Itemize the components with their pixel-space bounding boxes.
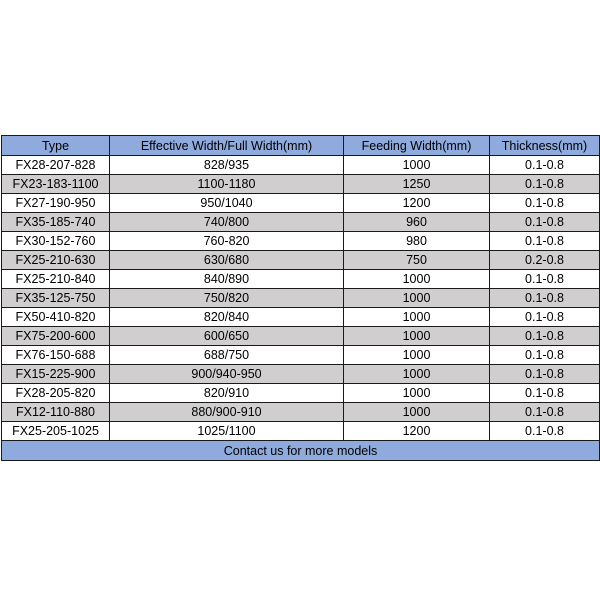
cell-type: FX25-210-840 <box>2 270 110 289</box>
cell-type: FX76-150-688 <box>2 346 110 365</box>
cell-thickness: 0.1-0.8 <box>490 308 600 327</box>
cell-feeding-width: 980 <box>344 232 490 251</box>
cell-effective-width: 900/940-950 <box>110 365 344 384</box>
contact-note: Contact us for more models <box>2 441 600 461</box>
cell-effective-width: 820/910 <box>110 384 344 403</box>
table-row <box>2 213 600 232</box>
cell-effective-width: 950/1040 <box>110 194 344 213</box>
cell-type: FX15-225-900 <box>2 365 110 384</box>
cell-effective-width: 750/820 <box>110 289 344 308</box>
table-row <box>2 194 600 213</box>
cell-effective-width: 740/800 <box>110 213 344 232</box>
cell-thickness: 0.1-0.8 <box>490 232 600 251</box>
cell-type: FX27-190-950 <box>2 194 110 213</box>
cell-feeding-width: 1000 <box>344 289 490 308</box>
cell-thickness: 0.1-0.8 <box>490 422 600 441</box>
cell-type: FX75-200-600 <box>2 327 110 346</box>
footer-row <box>2 441 600 461</box>
cell-feeding-width: 1000 <box>344 365 490 384</box>
cell-thickness: 0.1-0.8 <box>490 213 600 232</box>
table-row <box>2 384 600 403</box>
table-row <box>2 270 600 289</box>
cell-feeding-width: 1000 <box>344 403 490 422</box>
header-thickness: Thickness(mm) <box>490 136 600 156</box>
cell-thickness: 0.1-0.8 <box>490 175 600 194</box>
cell-thickness: 0.1-0.8 <box>490 384 600 403</box>
table-row <box>2 403 600 422</box>
cell-feeding-width: 1000 <box>344 156 490 175</box>
cell-thickness: 0.1-0.8 <box>490 327 600 346</box>
table-row <box>2 422 600 441</box>
cell-type: FX35-185-740 <box>2 213 110 232</box>
cell-effective-width: 840/890 <box>110 270 344 289</box>
cell-feeding-width: 1000 <box>344 327 490 346</box>
table-header <box>2 136 600 156</box>
cell-thickness: 0.1-0.8 <box>490 289 600 308</box>
header-feeding-width: Feeding Width(mm) <box>344 136 490 156</box>
cell-effective-width: 760-820 <box>110 232 344 251</box>
spec-table-container <box>1 135 599 461</box>
table-row <box>2 365 600 384</box>
cell-type: FX35-125-750 <box>2 289 110 308</box>
cell-feeding-width: 1000 <box>344 384 490 403</box>
cell-type: FX25-205-1025 <box>2 422 110 441</box>
cell-thickness: 0.1-0.8 <box>490 156 600 175</box>
header-effective-width: Effective Width/Full Width(mm) <box>110 136 344 156</box>
cell-thickness: 0.1-0.8 <box>490 403 600 422</box>
cell-type: FX50-410-820 <box>2 308 110 327</box>
header-row <box>2 136 600 156</box>
cell-feeding-width: 1000 <box>344 270 490 289</box>
table-row <box>2 232 600 251</box>
cell-feeding-width: 1200 <box>344 194 490 213</box>
header-type: Type <box>2 136 110 156</box>
cell-thickness: 0.1-0.8 <box>490 346 600 365</box>
cell-thickness: 0.2-0.8 <box>490 251 600 270</box>
table-row <box>2 346 600 365</box>
cell-effective-width: 880/900-910 <box>110 403 344 422</box>
cell-feeding-width: 1200 <box>344 422 490 441</box>
cell-effective-width: 828/935 <box>110 156 344 175</box>
table-row <box>2 289 600 308</box>
table-row <box>2 251 600 270</box>
table-row <box>2 156 600 175</box>
table-footer <box>2 441 600 461</box>
cell-effective-width: 688/750 <box>110 346 344 365</box>
cell-effective-width: 630/680 <box>110 251 344 270</box>
cell-type: FX12-110-880 <box>2 403 110 422</box>
cell-effective-width: 1025/1100 <box>110 422 344 441</box>
table-row <box>2 327 600 346</box>
cell-type: FX28-205-820 <box>2 384 110 403</box>
cell-feeding-width: 1000 <box>344 346 490 365</box>
cell-effective-width: 820/840 <box>110 308 344 327</box>
spec-table <box>1 135 600 461</box>
cell-effective-width: 600/650 <box>110 327 344 346</box>
cell-feeding-width: 960 <box>344 213 490 232</box>
table-body <box>2 156 600 441</box>
cell-feeding-width: 1000 <box>344 308 490 327</box>
cell-type: FX23-183-1100 <box>2 175 110 194</box>
table-row <box>2 308 600 327</box>
cell-type: FX30-152-760 <box>2 232 110 251</box>
cell-feeding-width: 750 <box>344 251 490 270</box>
cell-type: FX25-210-630 <box>2 251 110 270</box>
cell-thickness: 0.1-0.8 <box>490 194 600 213</box>
table-row <box>2 175 600 194</box>
cell-feeding-width: 1250 <box>344 175 490 194</box>
cell-thickness: 0.1-0.8 <box>490 270 600 289</box>
cell-effective-width: 1100-1180 <box>110 175 344 194</box>
cell-thickness: 0.1-0.8 <box>490 365 600 384</box>
cell-type: FX28-207-828 <box>2 156 110 175</box>
